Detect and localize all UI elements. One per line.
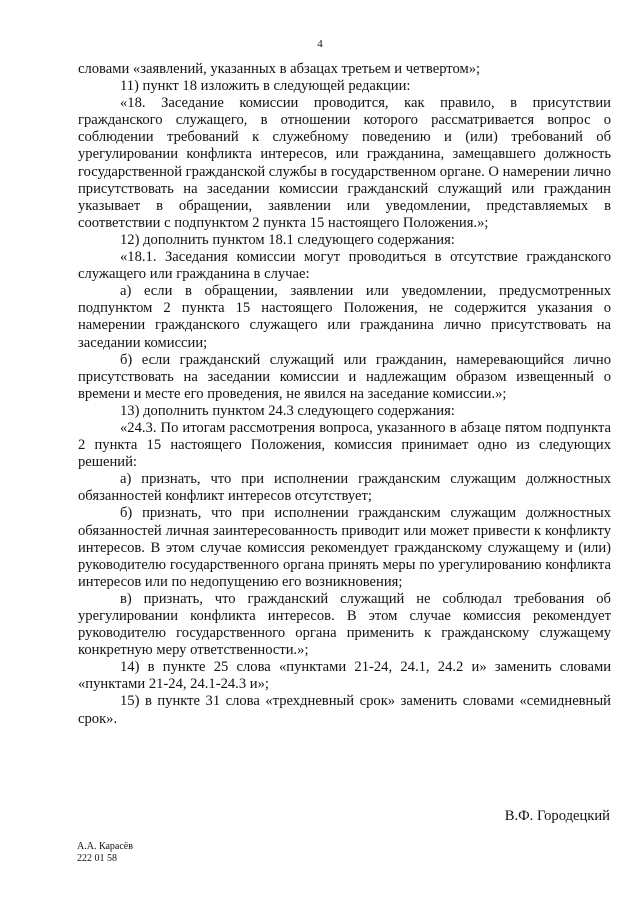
paragraph-subpoint-v-24-3: в) признать, что гражданский служащий не соблюдал требования об урегулировании конфликта интересов. В этом случае комиссия рекомендует руководителю государственного органа применить к гражданскому служащему конкретную меру ответственности.»;: [78, 590, 611, 659]
paragraph-item-11: 11) пункт 18 изложить в следующей редакции:: [120, 78, 411, 95]
paragraph-item-13: 13) дополнить пунктом 24.3 следующего содержания:: [120, 402, 455, 419]
paragraph-item-14: 14) в пункте 25 слова «пунктами 21-24, 24.1, 24.2 и» заменить словами «пунктами 21-24, 24.1-24.3 и»;: [78, 659, 611, 693]
paragraph-continuation: словами «заявлений, указанных в абзацах третьем и четвертом»;: [78, 61, 481, 77]
paragraph-subpoint-b-24-3: б) признать, что при исполнении гражданским служащим должностных обязанностей личная заинтересованность приводит или может привести к конфликту интересов. В этом случае комиссия рекомендует гражданскому служащему и (или) руководителю государственного органа принять меры по урегулированию конфликта интересов или по недопущению его возникновения;: [78, 505, 611, 590]
signature: В.Ф. Городецкий: [504, 808, 610, 824]
paragraph-subpoint-a-24-3: а) признать, что при исполнении гражданским служащим должностных обязанностей конфликт интересов отсутствует;: [78, 471, 611, 505]
paragraph-subpoint-a-18-1: а) если в обращении, заявлении или уведомлении, предусмотренных подпунктом 2 пункта 15 настоящего Положения, не содержится указания о намерении гражданского служащего или гражданина лично присутствовать на заседании комиссии;: [78, 283, 611, 351]
paragraph-item-12: 12) дополнить пунктом 18.1 следующего содержания:: [120, 231, 455, 248]
document-body: [78, 61, 611, 728]
executor-block: [77, 841, 133, 865]
paragraph-point-24-3-text: «24.3. По итогам рассмотрения вопроса, указанного в абзаце пятом подпункта 2 пункта 15 настоящего Положения, комиссия принимает одно из следующих решений:: [78, 419, 611, 471]
executor-name: А.А. Карасёв: [77, 841, 133, 852]
page-number: 4: [317, 38, 323, 50]
paragraph-subpoint-b-18-1: б) если гражданский служащий или гражданин, намеревающийся лично присутствовать на заседании комиссии и надлежащим образом извещенный о времени и месте его проведения, не явился на заседание комиссии.»;: [78, 351, 611, 402]
paragraph-point-18-text: «18. Заседание комиссии проводится, как правило, в присутствии гражданского служащего, в отношении которого рассматривается вопрос о соблюдении требований к служебному поведению и (или) требований об урегулировании конфликта интересов, или гражданина, замещавшего должность государственной гражданской службы в государственном органе. О намерении лично присутствовать на заседании комиссии гражданский служащий или гражданин указывает в обращении, заявлении или уведомлении, представляемых в соответствии с подпунктом 2 пункта 15 настоящего Положения.»;: [78, 95, 611, 231]
executor-phone: 222 01 58: [77, 853, 117, 864]
paragraph-item-15: 15) в пункте 31 слова «трехдневный срок» заменить словами «семидневный срок».: [78, 693, 611, 727]
paragraph-point-18-1-text: «18.1. Заседания комиссии могут проводиться в отсутствие гражданского служащего или гражданина в случае:: [78, 249, 611, 283]
